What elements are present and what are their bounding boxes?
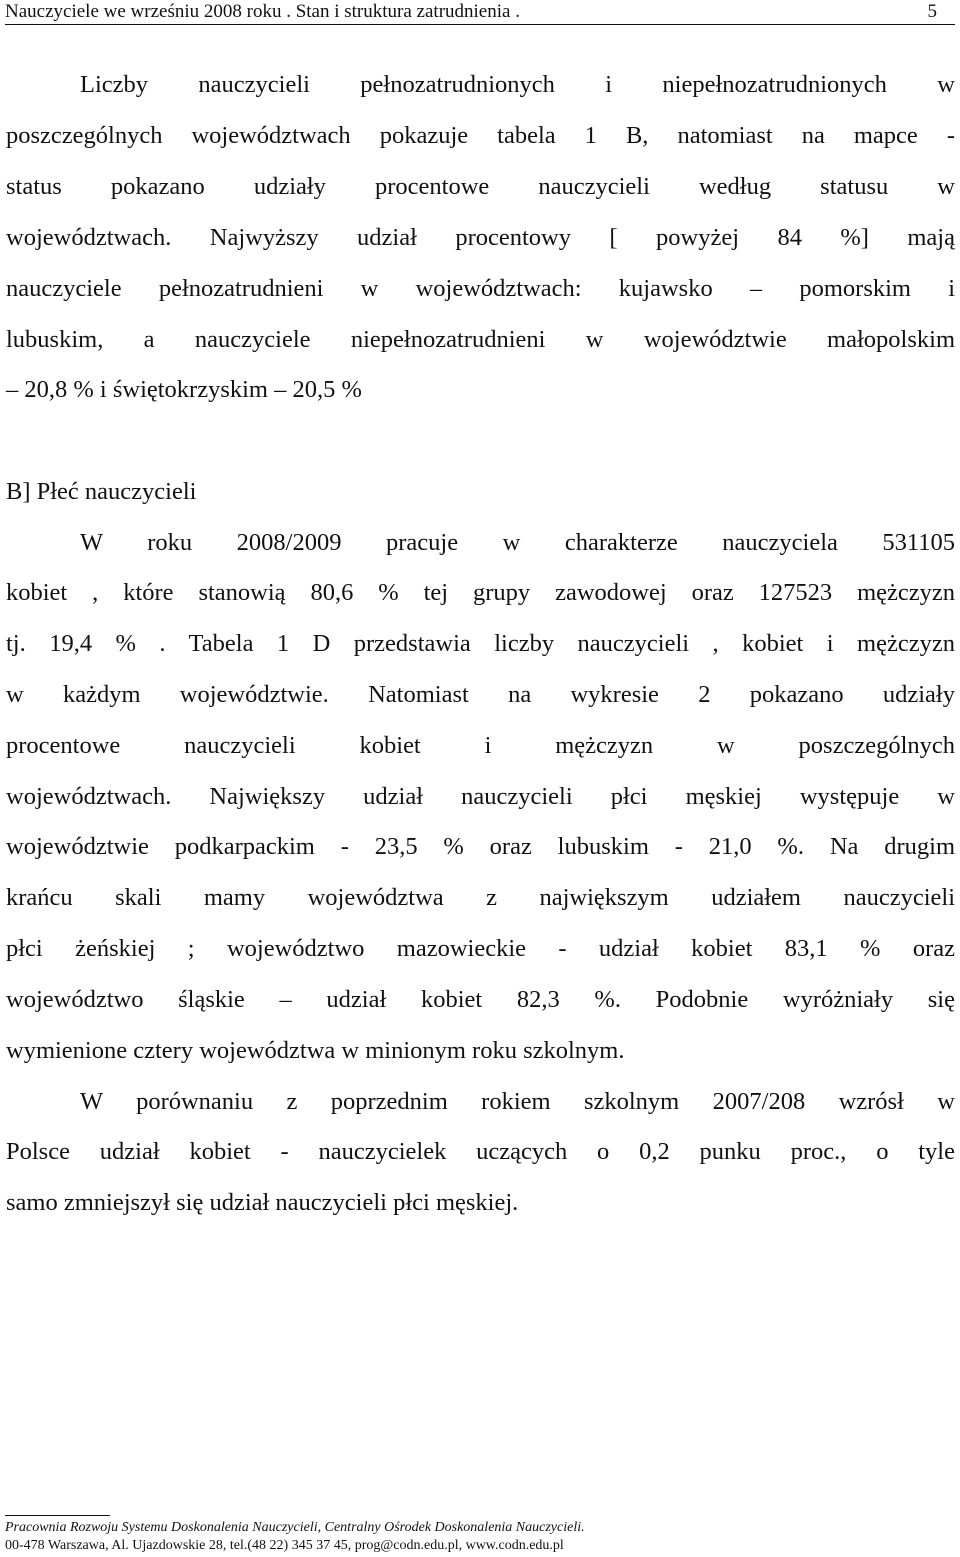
paragraph-line: w każdym województwie. Natomiast na wykresie 2 pokazano udziały bbox=[6, 681, 955, 708]
paragraph-line: tj. 19,4 % . Tabela 1 D przedstawia liczby nauczycieli , kobiet i mężczyzn bbox=[6, 630, 955, 657]
paragraph-line: województwach. Najwyższy udział procentowy [ powyżej 84 %] mają bbox=[6, 224, 955, 251]
paragraph-line: kobiet , które stanowią 80,6 % tej grupy zawodowej oraz 127523 mężczyzn bbox=[6, 579, 955, 606]
page-header bbox=[5, 0, 955, 25]
footer-divider bbox=[5, 1515, 110, 1516]
paragraph-line: województwo śląskie – udział kobiet 82,3 %. Podobnie wyróżniały się bbox=[6, 986, 955, 1013]
paragraph-line: wymienione cztery województwa w minionym roku szkolnym. bbox=[6, 1037, 625, 1064]
paragraph-line: województwie podkarpackim - 23,5 % oraz lubuskim - 21,0 %. Na drugim bbox=[6, 833, 955, 860]
paragraph-line: procentowe nauczycieli kobiet i mężczyzn w poszczególnych bbox=[6, 732, 955, 759]
paragraph-line: W porównaniu z poprzednim rokiem szkolnym 2007/208 wzrósł w bbox=[80, 1088, 955, 1115]
paragraph-line: W roku 2008/2009 pracuje w charakterze nauczyciela 531105 bbox=[80, 529, 955, 556]
paragraph-line: płci żeńskiej ; województwo mazowieckie - udział kobiet 83,1 % oraz bbox=[6, 935, 955, 962]
paragraph-line: samo zmniejszył się udział nauczycieli płci męskiej. bbox=[6, 1189, 519, 1216]
paragraph-line: poszczególnych województwach pokazuje tabela 1 B, natomiast na mapce - bbox=[6, 122, 955, 149]
paragraph-line: lubuskim, a nauczyciele niepełnozatrudnieni w województwie małopolskim bbox=[6, 326, 955, 353]
paragraph-line: nauczyciele pełnozatrudnieni w województwach: kujawsko – pomorskim i bbox=[6, 275, 955, 302]
paragraph-line: Polsce udział kobiet - nauczycielek uczących o 0,2 punku proc., o tyle bbox=[6, 1138, 955, 1165]
paragraph-line: województwach. Największy udział nauczycieli płci męskiej występuje w bbox=[6, 783, 955, 810]
footer-organization: Pracownia Rozwoju Systemu Doskonalenia Nauczycieli, Centralny Ośrodek Doskonalenia Nauczycieli. bbox=[5, 1520, 585, 1535]
paragraph-line: Liczby nauczycieli pełnozatrudnionych i niepełnozatrudnionych w bbox=[80, 71, 955, 98]
section-heading: B] Płeć nauczycieli bbox=[6, 478, 197, 505]
paragraph-line: status pokazano udziały procentowe nauczycieli według statusu w bbox=[6, 173, 955, 200]
footer-contact: 00-478 Warszawa, Al. Ujazdowskie 28, tel.(48 22) 345 37 45, prog@codn.edu.pl, www.codn.edu.pl bbox=[5, 1538, 564, 1553]
page-number: 5 bbox=[927, 1, 937, 22]
paragraph-line: – 20,8 % i świętokrzyskim – 20,5 % bbox=[6, 376, 362, 403]
header-title: Nauczyciele we wrześniu 2008 roku . Stan i struktura zatrudnienia . bbox=[5, 1, 520, 22]
paragraph-line: krańcu skali mamy województwa z największym udziałem nauczycieli bbox=[6, 884, 955, 911]
